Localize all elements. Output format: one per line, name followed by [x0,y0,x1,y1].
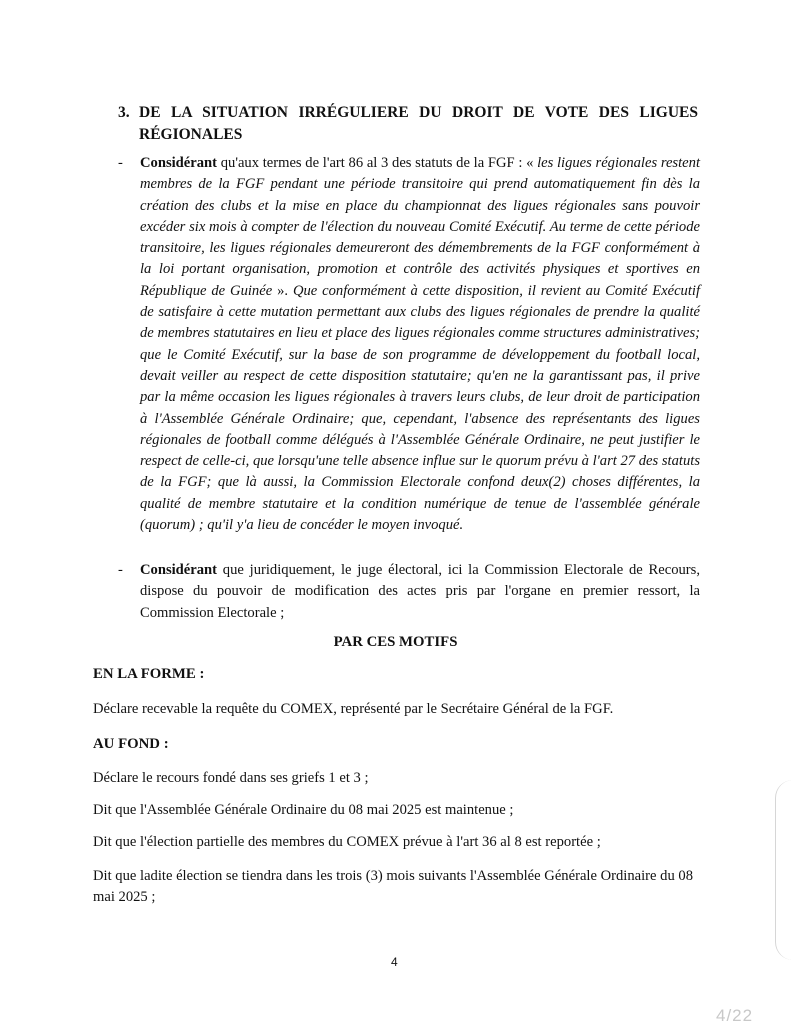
fond-paragraph-2: Dit que l'Assemblée Générale Ordinaire du 08 mai 2025 est maintenue ; [93,802,514,818]
bullet-dash: - [118,155,123,171]
reasoning-text: Que conformément à cette disposition, il revient au Comité Exécutif de satisfaire à cette mutation permettant aux clubs des ligues régionales de prendre la qualité de membres statutaires en lieu et place des ligues régionales comme structures administratives; que le Comité Exécutif, sur la base de son programme de développement du football local, devait veiller au respect de cette disposition statutaire; qu'en ne la garantissant pas, il prive par la même occasion les ligues régionales à travers leurs clubs, de leur droit de participation à l'Assemblée Générale Ordinaire; que, cependant, l'absence des représentants des ligues régionales de football comme délégués à l'Assemblée Générale Ordinaire, ne peut justifier le respect de celle-ci, que lorsqu'une telle absence influe sur le quorum prévu à l'art 27 des statuts de la FGF; que là aussi, la Commission Electorale confond deux(2) choses différentes, la qualité de membre statutaire et la condition numérique de tenue de l'assemblée générale (quorum) ; qu'il y'a lieu de concéder le moyen invoqué. [140,282,701,534]
considerant-paragraph-2 [118,560,700,624]
en-la-forme-label: EN LA FORME : [93,666,205,682]
considerant-paragraph-1 [118,153,700,536]
quote-close: ». [272,282,293,299]
page-number: 4 [391,955,398,969]
fond-paragraph-1: Déclare le recours fondé dans ses griefs 1 et 3 ; [93,770,369,786]
statute-quote: les ligues régionales restent membres de la FGF pendant une période transitoire qui prend automatiquement fin dès la création des clubs et la mise en place du championnat des ligues régionales sans pouvoir excéder six mois à compter de l'élection du nouveau Comité Exécutif. Au terme de cette période transitoire, les ligues régionales demeureront des démembrements de la FGF conformément à la loi portant organisation, promotion et contrôle des activités physiques et sportives en République de Guinée [140,155,700,299]
section-heading [118,102,698,146]
paragraph-text: que juridiquement, le juge électoral, ici la Commission Electorale de Recours, dispose du pouvoir de modification des actes pris par l'organe en premier ressort, la Commission Electorale ; [140,562,700,621]
au-fond-label: AU FOND : [93,736,169,752]
keyword-considerant: Considérant [140,155,218,171]
keyword-considerant: Considérant [140,562,218,578]
par-ces-motifs-heading: PAR CES MOTIFS [333,634,458,650]
viewer-page-counter: 4/22 [716,1006,754,1025]
fond-paragraph-4: Dit que ladite élection se tiendra dans les trois (3) mois suivants l'Assemblée Générale Ordinaire du 08 mai 2025 ; [93,868,693,905]
bullet-dash: - [118,562,123,578]
forme-paragraph: Déclare recevable la requête du COMEX, représenté par le Secrétaire Général de la FGF. [93,701,614,717]
section-title: DE LA SITUATION IRRÉGULIERE DU DROIT DE VOTE DES LIGUES RÉGIONALES [139,104,698,143]
intro-text: qu'aux termes de l'art 86 al 3 des statuts de la FGF : « [217,155,538,171]
fond-paragraph-3: Dit que l'élection partielle des membres du COMEX prévue à l'art 36 al 8 est reportée ; [93,834,601,850]
section-number: 3. [118,104,130,121]
page-curl-edge [775,780,791,960]
